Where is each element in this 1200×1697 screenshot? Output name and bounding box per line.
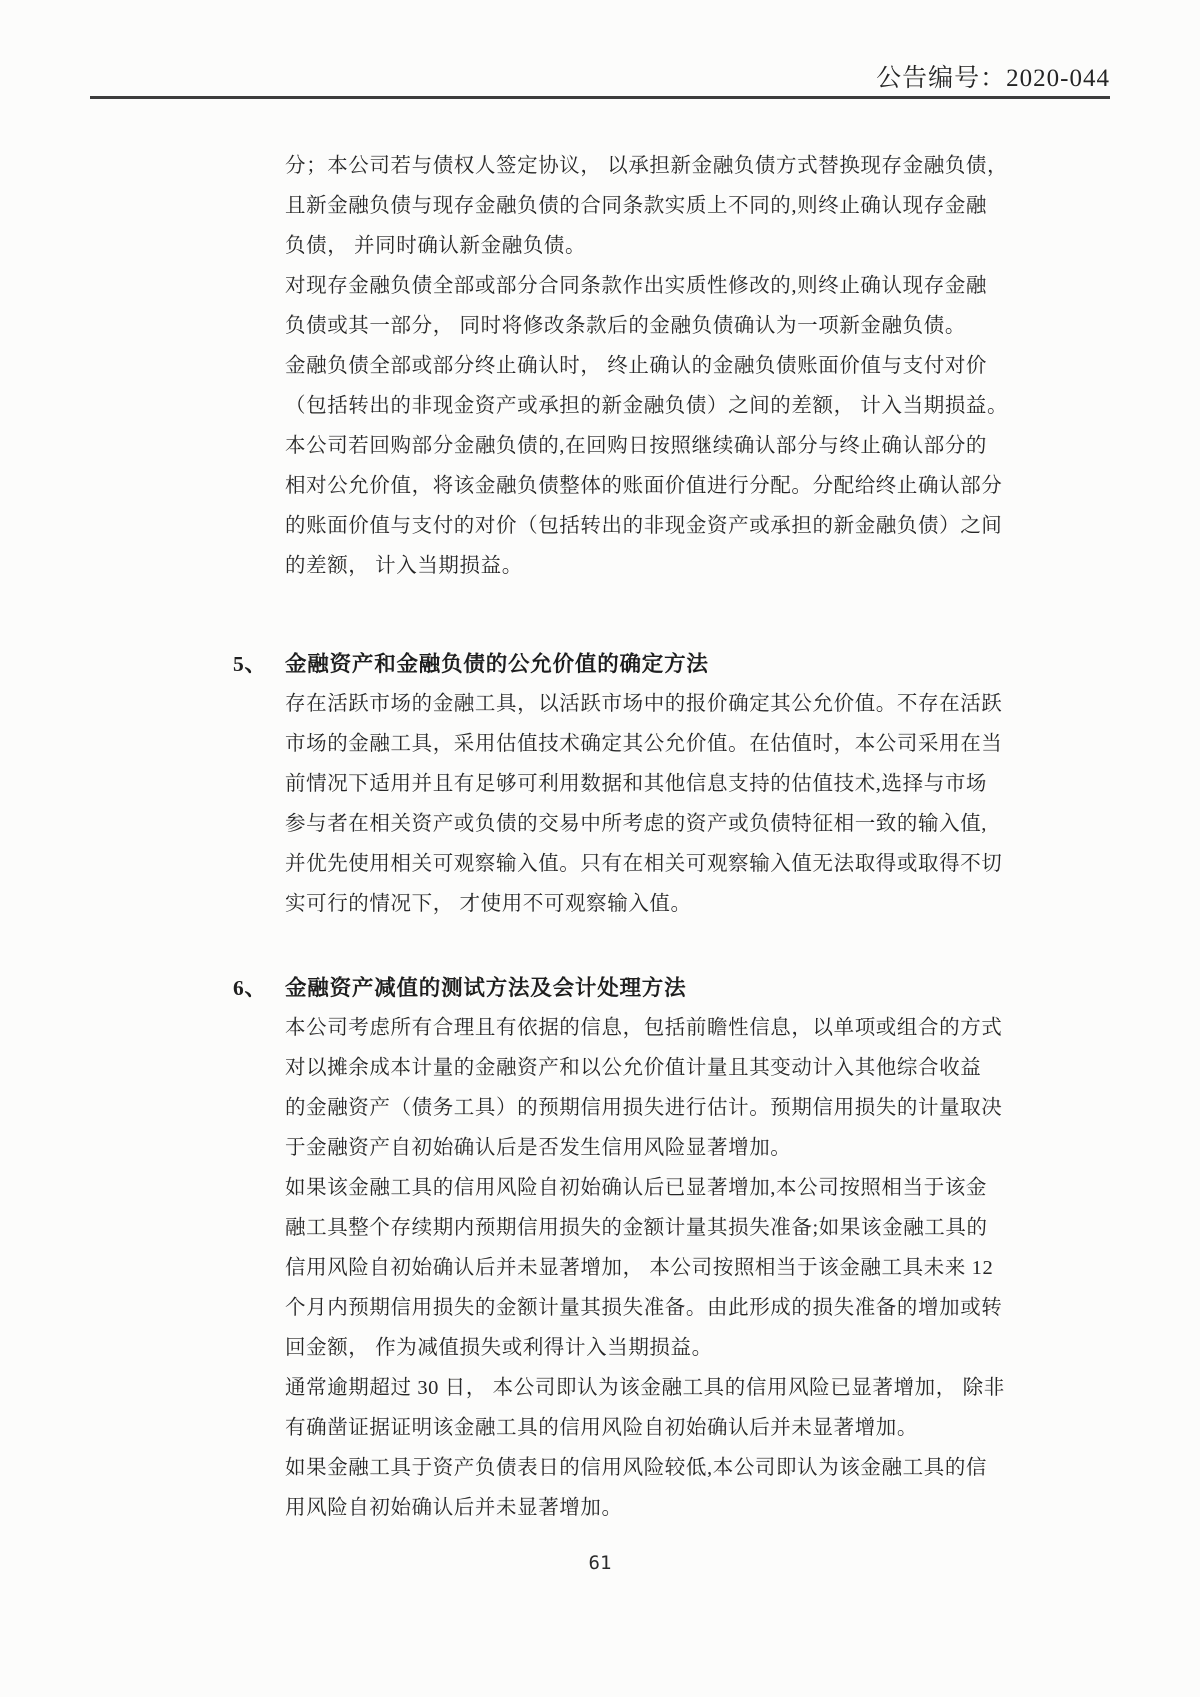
- section-6-number: 6、: [233, 976, 267, 1000]
- body-line: 于金融资产自初始确认后是否发生信用风险显著增加。: [285, 1137, 792, 1159]
- body-line: 有确凿证据证明该金融工具的信用风险自初始确认后并未显著增加。: [285, 1417, 918, 1439]
- header-divider: [90, 96, 1110, 99]
- body-line: 的金融资产（债务工具）的预期信用损失进行估计。预期信用损失的计量取决: [285, 1097, 1003, 1119]
- body-line: 负债， 并同时确认新金融负债。: [285, 235, 587, 257]
- body-line: 相对公允价值，将该金融负债整体的账面价值进行分配。分配给终止确认部分: [285, 475, 1003, 497]
- section-5-number: 5、: [233, 652, 267, 676]
- body-line: 通常逾期超过 30 日， 本公司即认为该金融工具的信用风险已显著增加， 除非: [285, 1377, 1005, 1399]
- body-line: 金融负债全部或部分终止确认时， 终止确认的金融负债账面价值与支付对价: [285, 355, 988, 377]
- section-5-body: [285, 684, 1003, 924]
- body-line: 个月内预期信用损失的金额计量其损失准备。由此形成的损失准备的增加或转: [285, 1297, 1003, 1319]
- body-line: 的差额， 计入当期损益。: [285, 555, 523, 577]
- body-line: 负债或其一部分， 同时将修改条款后的金融负债确认为一项新金融负债。: [285, 315, 966, 337]
- body-line: 对现存金融负债全部或部分合同条款作出实质性修改的,则终止确认现存金融: [285, 275, 988, 297]
- body-line: 用风险自初始确认后并未显著增加。: [285, 1497, 623, 1519]
- page-content: [233, 146, 1009, 1528]
- body-line: 对以摊余成本计量的金融资产和以公允价值计量且其变动计入其他综合收益: [285, 1057, 982, 1079]
- body-line: 的账面价值与支付的对价（包括转出的非现金资产或承担的新金融负债）之间: [285, 515, 1003, 537]
- section-6-heading: [233, 968, 975, 1008]
- body-line: 本公司考虑所有合理且有依据的信息，包括前瞻性信息，以单项或组合的方式: [285, 1017, 1003, 1039]
- body-line: 信用风险自初始确认后并未显著增加， 本公司按照相当于该金融工具未来 12: [285, 1257, 994, 1279]
- body-line: 如果该金融工具的信用风险自初始确认后已显著增加,本公司按照相当于该金: [285, 1177, 988, 1199]
- continuation-paragraphs: [285, 146, 1009, 586]
- section-5-title: 金融资产和金融负债的公允价值的确定方法: [285, 652, 709, 676]
- body-line: 融工具整个存续期内预期信用损失的金额计量其损失准备;如果该金融工具的: [285, 1217, 988, 1239]
- body-line: 如果金融工具于资产负债表日的信用风险较低,本公司即认为该金融工具的信: [285, 1457, 988, 1479]
- body-line: 分；本公司若与债权人签定协议， 以承担新金融负债方式替换现存金融负债，: [285, 155, 1009, 177]
- body-line: 回金额， 作为减值损失或利得计入当期损益。: [285, 1337, 713, 1359]
- body-line: 参与者在相关资产或负债的交易中所考虑的资产或负债特征相一致的输入值,: [285, 813, 988, 835]
- body-line: 市场的金融工具，采用估值技术确定其公允价值。在估值时，本公司采用在当: [285, 733, 1003, 755]
- body-line: 存在活跃市场的金融工具，以活跃市场中的报价确定其公允价值。不存在活跃: [285, 693, 1003, 715]
- body-line: 实可行的情况下， 才使用不可观察输入值。: [285, 893, 692, 915]
- announcement-number: 公告编号：2020-044: [876, 65, 1110, 92]
- section-6-body: [285, 1008, 1005, 1528]
- page-number: 61: [588, 1552, 612, 1574]
- body-line: 本公司若回购部分金融负债的,在回购日按照继续确认部分与终止确认部分的: [285, 435, 988, 457]
- body-line: （包括转出的非现金资产或承担的新金融负债）之间的差额， 计入当期损益。: [285, 395, 1009, 417]
- section-6-title: 金融资产减值的测试方法及会计处理方法: [285, 976, 687, 1000]
- body-line: 前情况下适用并且有足够可利用数据和其他信息支持的估值技术,选择与市场: [285, 773, 988, 795]
- body-line: 且新金融负债与现存金融负债的合同条款实质上不同的,则终止确认现存金融: [285, 195, 988, 217]
- section-5-heading: [233, 644, 975, 684]
- body-line: 并优先使用相关可观察输入值。只有在相关可观察输入值无法取得或取得不切: [285, 853, 1003, 875]
